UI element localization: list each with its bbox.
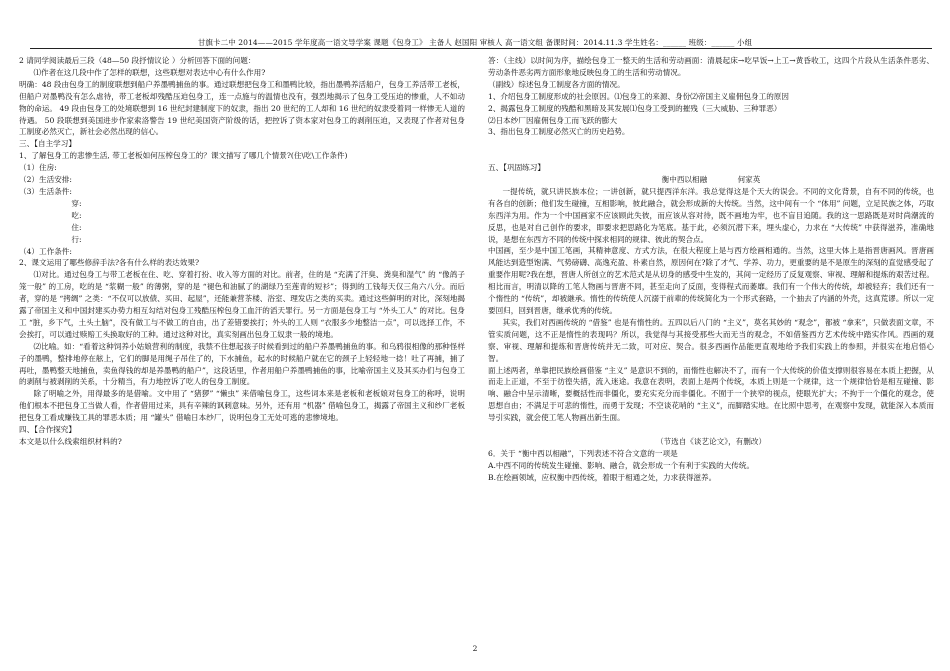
header-rule	[30, 48, 932, 49]
right-paragraph: ⑵日本纱厂因雇佣包身工而飞跃的膨大	[488, 115, 618, 125]
right-paragraph	[488, 150, 934, 162]
right-paragraph: 一提传统，就只讲民族本位；一讲创新，就只提西洋东洋。我总觉得这是个天大的误会。不同的文化背景，自有不同的传统，也有各自的创新；他们发生碰撞，互相影响，彼此融合，就会形成新的大传统。当然，这中间有一个 “体用” 问题，立足民族之体，巧取东西洋为用。作为一个中国画家不应该顾此失彼，而应该从容对待，既不画地为牢，也不盲目追随。我的这一思路既是对时尚潮流的反思，也是对自己创作的要求，即要求把思路化为笔底。基于此，必须沉潜下来，埋头虚心，力求在 “大传统” 中获得滋养，准确地说，是想在东西方不同的传统中探求相同的规律、彼此的契合点。	[488, 186, 934, 244]
right-paragraph: 2、揭露包身工制度的残酷和黑暗及其发展⑴包身工受到的摧残（三大威胁、三种罪恶）	[488, 103, 782, 113]
left-paragraph: ⑴对比。通过包身工与带工老板在住、吃、穿着打扮、收入等方面的对比。前者，住的是 “充满了汗臭、粪臭和湿气” 的 “像鸽子笼一般” 的工房，吃的是 “浆糊一般” 的薄粥，穿的是 “褪色和油腻了的湖绿乃至莲青的短衫”；得到的工钱每天仅三角六八分。而后者，穿的是 “拷绸” 之类：“不仅可以放债、买田、起屋”，还能兼营茶楼、浴室、理发店之类的买卖。通过这些鲜明的对比，深刻地揭露了帝国主义和中国封建买办势力相互勾结对包身工残酷压榨包身工血汗的滔天罪行。另一方面是包身工与 “外头工人” 的对比。包身工 “脏，乡下气，土头土脑”，没有做工与不做工的自由，出了差错要挨打；外头的工人则 “衣服多少地整洁一点”，可以选择工作，不会挨打，可以通过赎赔工头换取好的工种。通过这种对比，真实刻画出包身工奴隶一般的境地。	[19, 270, 465, 339]
left-paragraph: （2）生活安排:	[19, 175, 72, 185]
left-paragraph: （4）工作条件:	[19, 246, 72, 256]
left-paragraph: 吃:	[33, 210, 82, 220]
left-paragraph: 明确：48 段由包身工的制度联想到船户养墨鸭捕鱼的事。通过联想把包身工和墨鸭比较，指出墨鸭养活船户，包身工养活带工老板，但船户对墨鸭没有怎么虐待，带工老板却残酷压迫包身工，连一点施与的温情也没有，强烈地揭示了包身工受压迫的惨重，人不如动物的命运。 49 段由包身工的处境联想到 16 世纪封建制度下的奴隶，指出 20 世纪的工人却和 16 世纪的奴隶受着同一样惨无人道的待遇。 50 段联想到美国进步作家索洛警告 19 世纪美国资产阶级的话，把控诉了资本家对包身工的剥削压迫，又表现了作者对包身工制度必然灭亡，新社会必然出现的信心。	[19, 79, 465, 137]
right-paragraph: 其实，我们对西画传统的 “借鉴” 也是有惰性的。五四以后八门的 “主义”，莫名其妙的 “观念”，都被 “拿来”，只做表面文章，不管实质问题，这不正是惰性的表现吗？所以，我觉得与其接受那些大而无当的观念，不如借鉴西方艺术传统中踏实作风。西画的观察、审视、理解和提炼和晋唐传统并无二致，可对应、契合。很多西画作品能更直观地给予我们实践上的参照，并很实在地启悟心智。	[488, 317, 934, 363]
right-paragraph: （节选自《谈艺论文》，有删改）	[655, 436, 767, 446]
left-paragraph: ⑵比喻。如：“看着这种饲养小姑娘营利的制度，我禁不住想起孩子时候看到过的船户养墨鸭捕鱼的事。和乌鸦很相像的那种怪样子的墨鸭，整排地停在舷上，它们的脚是用绳子吊住了的，下水捕鱼，起水的时候船户就在它的颈子上轻轻地一捻！吐了再捕，捕了再吐，墨鸭整天地捕鱼，卖鱼得钱的却是养墨鸭的船户”，这段话里，作者用船户养墨鸭捕鱼的事，比喻帝国主义及其买办们与包身工的剥削与被剥削的关系，十分精当，有力地控诉了吃人的包身工制度。	[19, 341, 465, 387]
page-header: 甘旗卡二中 2014——2015 学年度高一语文导学案 课题《包身工》 主备人 赵国阳 审核人 高一语文组 备课时间：2014.11.3 学生姓名：______ 班级：______ 小组	[197, 38, 753, 47]
right-paragraph: B.在绘画领域，应权衡中西传统，着眼于相通之处，力求获得滋养。	[488, 472, 717, 482]
right-column	[488, 55, 934, 484]
left-paragraph: 1、了解包身工的悲惨生活, 带工老板如何压榨包身工的？课文描写了哪几个情景?(住\吃\工作条件)	[19, 151, 348, 161]
left-paragraph: 除了明喻之外，用得最多的是借喻。文中用了 “猪猡” “懒虫” 来借喻包身工，这些词本来是老板和老板娘对包身工的称呼，说明他们根本不把包身工当做人看，作者借用过来，具有辛辣的讽刺意味。另外，还有用 “机器” 借喻包身工，揭露了帝国主义和纱厂老板把包身工看成赚钱工具的罪恶本质；用 “罐头” 借喻日本纱厂，说明包身工无处可逃的悲惨境地。	[19, 389, 465, 423]
right-paragraph: 3、指出包身工制度必然灭亡的历史趋势。	[488, 127, 630, 137]
right-paragraph: 中国画，至少是中国工笔画，其精神意度、方式方法，在很大程度上是与西方绘画相通的。当然，这里大体上是指晋唐画风。晋唐画风能达到造型饱满、气势磅礴、高逸充盈、朴素自然，原因何在?除了才气、学养、功力，更重要的是不是原生的深刻的直觉感受起了重要作用呢?我在想，晋唐人所创立的艺术范式是从切身的感受中生发的，其间一定经历了反复观察、审视、理解和提炼的艰苦过程。相比而言，明清以降的工笔人物画与晋唐不同，甚至走向了反面，变得程式而萎靡。我们有一个伟大的传统，却被轻弃；我们还有一个惰性的 “传统”，却被継承。惰性的传统使人沉溺于前辈的传统简化为一个形式套路，一个抽去了内涵的外壳，这真荒谬。所以一定要回归，回到晋唐，继承优秀的传统。	[488, 246, 934, 315]
right-paragraph: 答：（主线）以时间为序，描绘包身工一整天的生活和劳动画面：清晨起床→吃早饭→上工→黄昏收工，这四个片段从生活条件恶劣、劳动条件恶劣两方面形象地反映包身工的生活和劳动情况。	[488, 56, 934, 77]
left-paragraph: 三、【自主学习】	[19, 139, 76, 149]
right-paragraph: （副线）综述包身工制度各方面的情况。	[488, 79, 625, 89]
page-number: 2	[472, 644, 478, 653]
right-paragraph: A.中西不同的传统发生碰撞、影响、融合，就会形成一个有利于实践的大传统。	[488, 460, 755, 470]
right-paragraph: 五、【巩固练习】	[488, 163, 545, 173]
right-paragraph: 6．关于 “衡中西以相融”，下列表述不符合文意的一项是	[488, 448, 678, 458]
left-paragraph: 本文是以什么线索组织材料的?	[19, 437, 122, 446]
right-paragraph	[488, 424, 934, 436]
left-paragraph: 住:	[33, 222, 82, 232]
left-paragraph: 穿:	[33, 198, 82, 208]
right-paragraph: 衡中西以相融 何家英	[661, 175, 761, 185]
right-paragraph: 1、介绍包身工制度形成的社会原因。⑴包身工的来源、身份⑵帝国主义雇佣包身工的原因	[488, 91, 789, 101]
left-paragraph: 2 请同学阅读最后三段（48—50 段抒情议论 ）分析回答下面的问题：	[19, 56, 256, 65]
left-paragraph: ⑴作者在这几段中作了怎样的联想，这些联想对表达中心有什么作用?	[33, 67, 266, 77]
left-paragraph: 2、课文运用了哪些修辞手法?各有什么样的表达效果?	[19, 258, 200, 268]
right-paragraph: 面上述两者，单靠把民族绘画借鉴 “主义” 是意识不到的，而惰性也解决不了，而有一个大传统的价值支撑则很容易在本质上把握，从而走上正道，不至于彷徨失措，流入迷途。我意在表明，表面上是两个传统，本质上则是一个规律，这一个规律恰恰是相互碰撞、影响、融合中呈示清晰，要概括性而非僵化，要充实充分而非僵化。不囿于一个狭窄的视点，使眼光扩大；不拘于一个僵化的观念，使思想自由；不满足于可悲的惰性，而勇于发现；不空谈花哨的 “主义”，而脚踏实地。在比照中思考，在观察中发现，就能深入本质而导引实践，就会使工笔人物画出新生面。	[488, 365, 934, 423]
left-paragraph: 四、【合作探究】	[19, 425, 76, 435]
left-column	[19, 55, 465, 448]
left-paragraph: 行:	[33, 234, 82, 244]
left-paragraph: （1）住房:	[19, 163, 57, 173]
left-paragraph: （3）生活条件:	[19, 186, 72, 196]
right-paragraph	[488, 138, 934, 150]
